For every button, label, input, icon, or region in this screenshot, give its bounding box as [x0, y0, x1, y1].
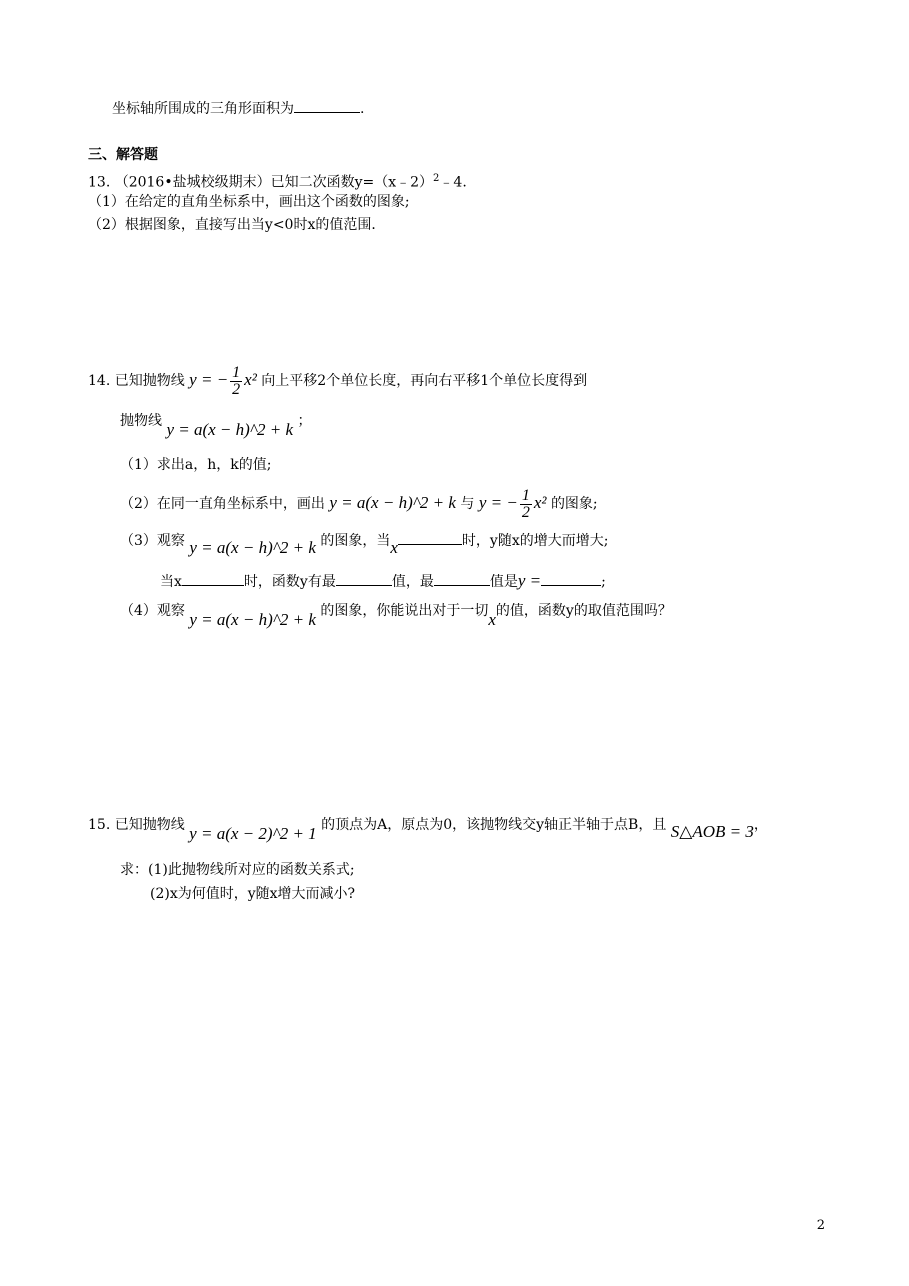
top-line-text: 坐标轴所围成的三角形面积为 — [112, 101, 294, 117]
q14-p4-end: 的值，函数y的取值范围吗？ — [495, 603, 672, 619]
top-line — [112, 98, 364, 119]
answer-blank — [398, 530, 462, 545]
q14-p2-formula-2: y = − $\frac{1}{2}$ x² — [478, 486, 547, 521]
answer-blank — [336, 571, 392, 586]
q14-p2-formula: y = a(x − h)^2 + k — [329, 493, 456, 512]
q14-p4-x: x — [488, 610, 496, 629]
q13-part1: （1）在给定的直角坐标系中，画出这个函数的图象; — [88, 194, 410, 210]
q14-formula-1: y = − $\frac{1}{2}$ x² — [189, 363, 257, 398]
q14-l2-pre: 抛物线 — [120, 413, 162, 429]
fraction: $\frac{1}{2}$ — [232, 363, 241, 398]
page-number: 2 — [816, 1218, 825, 1233]
q13-part2: （2）根据图象，直接写出当y<0时x的值范围． — [88, 217, 386, 233]
q13-stem — [88, 169, 467, 193]
q14-l2-end: ； — [297, 413, 312, 429]
q15-part1: 求：(1)此抛物线所对应的函数关系式; — [120, 862, 355, 878]
q14-formula: y = a(x − h)^2 + k — [166, 420, 293, 439]
answer-blank — [182, 571, 244, 586]
q15-area: S△AOB = 3 — [670, 822, 754, 841]
q14-p4-pre: （4）观察 — [120, 603, 185, 619]
fraction: $\frac{1}{2}$ — [521, 486, 530, 521]
q14-p3b-3: 值，最 — [391, 574, 434, 590]
q14-p3-x: x — [390, 538, 398, 557]
q14-p3b-2: 时，函数y有最 — [243, 574, 336, 590]
q14-lead: 14. 已知抛物线 — [88, 373, 185, 389]
q15-lead: 15. 已知抛物线 — [88, 817, 185, 833]
q14-p3b-y: y = — [517, 571, 542, 590]
q15-part2: (2)x为何值时，y随x增大而减小? — [150, 886, 356, 902]
q14-part1: （1）求出a，h，k的值; — [120, 457, 272, 473]
answer-blank — [294, 98, 360, 113]
q15-end: ， — [753, 817, 768, 833]
q14-line2 — [120, 410, 312, 439]
q14-p2-end: 的图象; — [550, 496, 598, 512]
q14-p3-formula: y = a(x − h)^2 + k — [189, 538, 316, 557]
top-line-end: . — [360, 101, 365, 117]
q14-p3-pre: （3）观察 — [120, 533, 185, 549]
q15-formula: y = a(x − 2)^2 + 1 — [189, 824, 317, 843]
q14-lead-end: 向上平移2个单位长度，再向右平移1个单位长度得到 — [261, 373, 588, 389]
q14-p4-formula: y = a(x − h)^2 + k — [189, 610, 316, 629]
q14-part4 — [120, 600, 672, 629]
answer-blank — [541, 571, 601, 586]
q15-stem — [88, 814, 768, 843]
q14-p3b-4: 值是 — [489, 574, 518, 590]
q13-stem-text: 13. （2016•盐城校级期末）已知二次函数y=（x﹣2） — [88, 174, 434, 191]
answer-blank — [434, 571, 490, 586]
q14-p3-end: 时，y随x的增大而增大; — [461, 533, 609, 549]
q14-part3 — [120, 530, 609, 557]
q14-p2-mid: 与 — [460, 496, 475, 512]
section-title: 三、解答题 — [88, 147, 158, 163]
q14-p3b-1: 当x — [160, 574, 182, 590]
q14-stem — [88, 360, 587, 401]
q14-p2-pre: （2）在同一直角坐标系中，画出 — [120, 496, 325, 512]
q14-p3b-end: ; — [601, 574, 606, 590]
q14-p3-mid: 的图象，当 — [320, 533, 391, 549]
q14-part2 — [120, 483, 598, 524]
q15-mid: 的顶点为A，原点为0，该抛物线交y轴正半轴于点B，且 — [321, 817, 667, 833]
q14-p4-mid: 的图象，你能说出对于一切 — [320, 603, 489, 619]
q13-stem-end: ﹣4. — [439, 174, 467, 191]
q14-part3b — [160, 571, 606, 592]
q13-exponent: 2 — [433, 173, 440, 184]
